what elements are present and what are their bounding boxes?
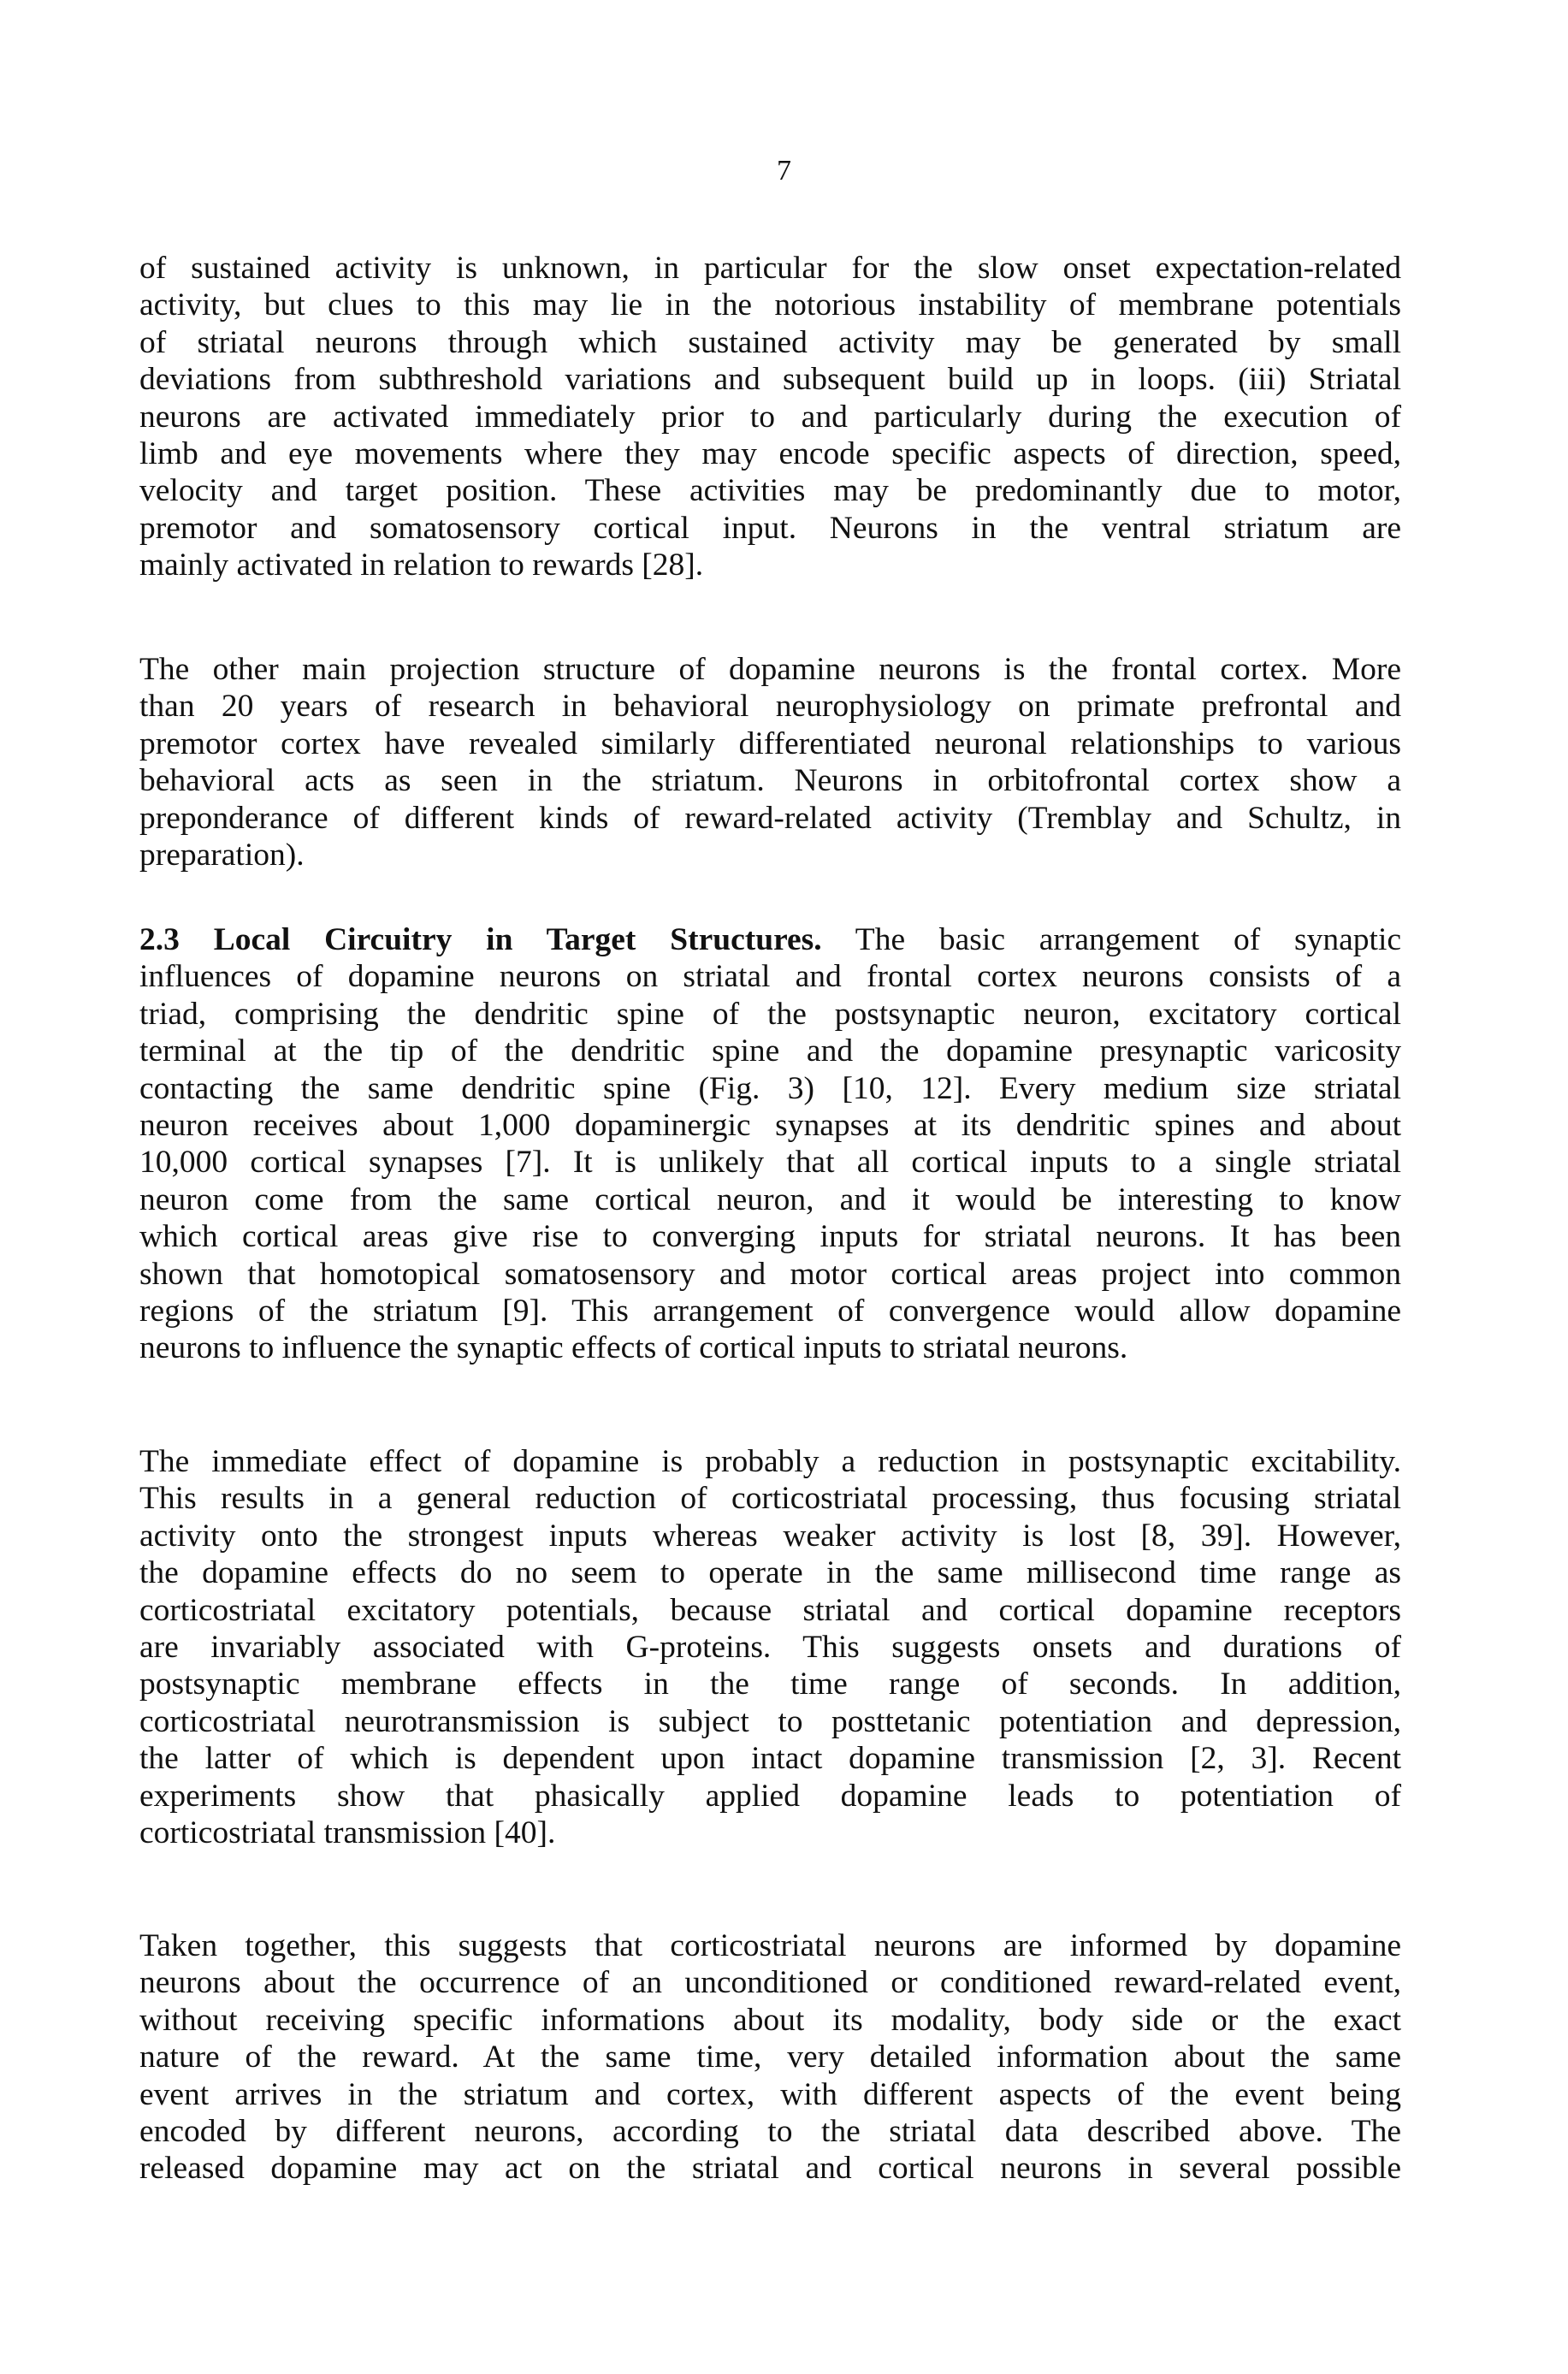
text-line: experiments show that phasically applied dopamine leads to potentiation of <box>139 1778 1401 1814</box>
text-line: neuron receives about 1,000 dopaminergic synapses at its dendritic spines and about <box>139 1107 1401 1143</box>
text-line: The other main projection structure of dopamine neurons is the frontal cortex. More <box>139 652 1401 687</box>
text-line: contacting the same dendritic spine (Fig. 3) [10, 12]. Every medium size striatal <box>139 1070 1401 1106</box>
text-line: corticostriatal transmission [40]. <box>139 1815 556 1850</box>
text-line: of sustained activity is unknown, in particular for the slow onset expectation-related <box>139 251 1401 286</box>
text-fragment: The basic arrangement of synaptic <box>855 922 1402 957</box>
paragraph-summary <box>139 1927 1401 2188</box>
page-number: 7 <box>777 155 791 186</box>
paragraph-frontal-cortex <box>139 651 1401 873</box>
text-line: deviations from subthreshold variations and subsequent build up in loops. (iii) Striatal <box>139 362 1401 398</box>
text-line: shown that homotopical somatosensory and motor cortical areas project into common <box>139 1256 1401 1292</box>
text-line: corticostriatal excitatory potentials, because striatal and cortical dopamine receptors <box>139 1592 1401 1628</box>
text-line: velocity and target position. These activities may be predominantly due to motor, <box>139 473 1401 509</box>
text-line: neuron come from the same cortical neuron, and it would be interesting to know <box>139 1181 1401 1217</box>
text-line: limb and eye movements where they may encode specific aspects of direction, speed, <box>139 435 1401 471</box>
section-heading: 2.3 Local Circuitry in Target Structures. <box>139 922 822 957</box>
text-line: the latter of which is dependent upon intact dopamine transmission [2, 3]. Recent <box>139 1741 1401 1777</box>
text-line: activity onto the strongest inputs whereas weaker activity is lost [8, 39]. However, <box>139 1518 1401 1554</box>
text-line: than 20 years of research in behavioral neurophysiology on primate prefrontal and <box>139 689 1401 725</box>
text-line: This results in a general reduction of corticostriatal processing, thus focusing striatal <box>139 1481 1401 1517</box>
text-line: of striatal neurons through which sustained activity may be generated by small <box>139 324 1401 360</box>
text-line: which cortical areas give rise to converging inputs for striatal neurons. It has been <box>139 1219 1401 1255</box>
text-line: released dopamine may act on the striatal and cortical neurons in several possible <box>139 2151 1401 2187</box>
text-line: terminal at the tip of the dendritic spine and the dopamine presynaptic varicosity <box>139 1033 1401 1069</box>
text-line: influences of dopamine neurons on striatal and frontal cortex neurons consists of a <box>139 959 1401 995</box>
text-line: mainly activated in relation to rewards [28]. <box>139 548 704 583</box>
paragraph-dopamine-effect <box>139 1443 1401 1851</box>
text-line: preponderance of different kinds of reward-related activity (Tremblay and Schultz, in <box>139 800 1401 836</box>
text-line: neurons about the occurrence of an unconditioned or conditioned reward-related event, <box>139 1965 1401 2001</box>
text-line: event arrives in the striatum and cortex, with different aspects of the event being <box>139 2076 1401 2112</box>
text-line: premotor and somatosensory cortical input. Neurons in the ventral striatum are <box>139 510 1401 546</box>
section-local-circuitry <box>139 921 1401 1367</box>
paragraph-striatal-activity <box>139 250 1401 584</box>
text-line: neurons to influence the synaptic effects of cortical inputs to striatal neurons. <box>139 1330 1128 1366</box>
text-line: postsynaptic membrane effects in the time range of seconds. In addition, <box>139 1667 1401 1702</box>
text-line: the dopamine effects do no seem to operate in the same millisecond time range as <box>139 1555 1401 1591</box>
text-line: encoded by different neurons, according to the striatal data described above. The <box>139 2113 1401 2149</box>
text-line: Taken together, this suggests that corticostriatal neurons are informed by dopamine <box>139 1928 1401 1963</box>
text-line: behavioral acts as seen in the striatum. Neurons in orbitofrontal cortex show a <box>139 763 1401 799</box>
text-line: corticostriatal neurotransmission is subject to posttetanic potentiation and depression, <box>139 1703 1401 1739</box>
text-line: The immediate effect of dopamine is probably a reduction in postsynaptic excitability. <box>139 1444 1401 1479</box>
text-line: preparation). <box>139 837 305 873</box>
section-heading-line <box>139 921 1401 958</box>
text-line: are invariably associated with G-proteins. This suggests onsets and durations of <box>139 1629 1401 1665</box>
text-line: neurons are activated immediately prior to and particularly during the execution of <box>139 399 1401 435</box>
text-line: without receiving specific informations about its modality, body side or the exact <box>139 2002 1401 2038</box>
text-line: activity, but clues to this may lie in the notorious instability of membrane potentials <box>139 287 1401 323</box>
text-line: nature of the reward. At the same time, very detailed information about the same <box>139 2040 1401 2075</box>
text-line: triad, comprising the dendritic spine of the postsynaptic neuron, excitatory cortical <box>139 996 1401 1032</box>
text-line: regions of the striatum [9]. This arrangement of convergence would allow dopamine <box>139 1293 1401 1329</box>
text-line: premotor cortex have revealed similarly differentiated neuronal relationships to various <box>139 725 1401 761</box>
text-line: 10,000 cortical synapses [7]. It is unlikely that all cortical inputs to a single striatal <box>139 1145 1401 1181</box>
